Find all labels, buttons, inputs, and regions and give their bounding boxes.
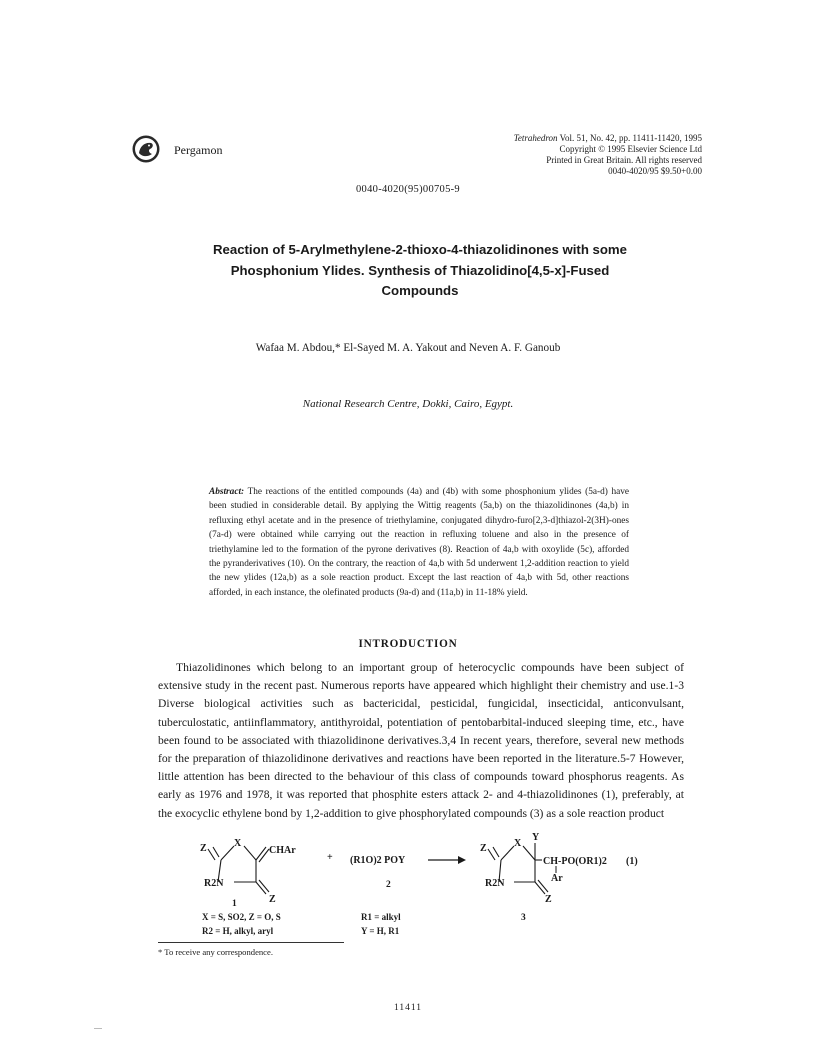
paper-title: Reaction of 5-Arylmethylene-2-thioxo-4-thiazolidinones with some Phosphonium Ylides. Synthesis of Thiazolidino[4,5-x]-Fused Compounds [213,242,627,298]
atom-x: X [514,838,522,849]
atom-x: X [234,838,242,849]
atom-z: Z [269,894,276,905]
section-heading: INTRODUCTION [358,638,458,650]
abstract-text: The reactions of the entitled compounds (4a) and (4b) with some phosphonium ylides (5a-d) have been studied in considerable detail. By applying the Wittig reagents (5a,b) on the thiazolidinones (4a,b) in refluxing ethyl acetate and in the presence of triethylamine, conjugated dihydro-furo[2,3-d]thiazol-2(3H)-ones (7a-d) were obtained while carrying out the reaction in refluxing toluene and also in the presence of triethylamine led to the formation of the pyrone derivatives (8). Reaction of 4a,b with oxoylide (5c), afforded the pyranderivatives (10). On the contrary, the reaction of 4a,b with 5d underwent 1,2-addition reaction to yield the new ylides (12a,b) as a sole reaction product. Except the last reaction of 4a,b with 5d, other reactions afforded, in each instance, the olefinated products (9a-d) and (11a,b) in 11-18% yield. [209,487,629,598]
compound-label-1: 1 [232,899,237,909]
condition-2a: R1 = alkyl [361,912,401,922]
introduction-body [158,659,684,823]
publisher-name: Pergamon [174,143,223,157]
condition-1a: X = S, SO2, Z = O, S [202,912,281,922]
compound-label-2: 2 [386,880,391,890]
atom-z: Z [545,894,552,905]
affiliation: National Research Centre, Dokki, Cairo, Egypt. [302,398,514,410]
plus-sign: + [327,852,333,863]
compound-label-3: 3 [521,913,526,923]
publisher-logo [131,134,161,164]
atom-z: Z [200,843,207,854]
journal-name: Tetrahedron [513,133,558,143]
reaction-arrow [428,856,466,864]
atom-r2n: R2N [204,878,224,889]
condition-2b: Y = H, R1 [361,926,400,936]
copyright-line: Copyright © 1995 Elsevier Science Ltd [559,144,702,154]
condition-1b: R2 = H, alkyl, aryl [202,926,274,936]
atom-z: Z [480,843,487,854]
reagent-2: (R1O)2 POY [350,855,406,866]
journal-citation [514,133,702,177]
abstract [209,485,629,600]
footnote-rule [158,942,344,943]
atom-y: Y [532,832,540,843]
atom-ar: Ar [551,873,563,884]
page-number: 11411 [393,1003,423,1013]
journal-volume: Vol. 51, No. 42, pp. 11411-11420, 1995 [559,133,702,143]
scan-mark [94,1028,102,1029]
document-code: 0040-4020(95)00705-9 [356,184,460,195]
intro-paragraph: Thiazolidinones which belong to an important group of heterocyclic compounds have been subject of extensive study in the recent past. Numerous reports have appeared which highlight their chemistry and use.1-3 Diverse biological activities such as bactericidal, pesticidal, fungicidal, insecticidal, anticonvulsant, tuberculostatic, antiinflammatory, antithyroidal, potentiation of pentobarbital-induced sleeping time, etc., have been found to be associated with thiazolidinone derivatives.3,4 In recent years, therefore, several new methods for the preparation of thiazolidinone derivatives and reactions have been reported in the literature.5-7 However, little attention has been directed to the behaviour of this class of compounds toward phosphorus reagents. As early as 1976 and 1978, it was reported that phosphite esters attack 2- and 4-thiazolidinones (1), preferably, at the exocyclic ethylene bond by 1,2-addition to give phosphorylated compounds (3) as a sole reaction product [158,661,684,820]
atom-r2n: R2N [485,878,505,889]
printed-line: Printed in Great Britain. All rights reserved [546,155,702,165]
footnote: * To receive any correspondence. [158,947,273,957]
group-chAr: CHAr [269,845,296,856]
reaction-scheme [196,829,656,949]
author-list: Wafaa M. Abdou,* El-Sayed M. A. Yakout and Neven A. F. Ganoub [255,342,561,354]
price-line: 0040-4020/95 $9.50+0.00 [608,166,702,176]
group-ch-phosphonate: CH-PO(OR1)2 [543,856,607,867]
abstract-label: Abstract: [209,487,245,497]
equation-number: (1) [626,856,638,867]
